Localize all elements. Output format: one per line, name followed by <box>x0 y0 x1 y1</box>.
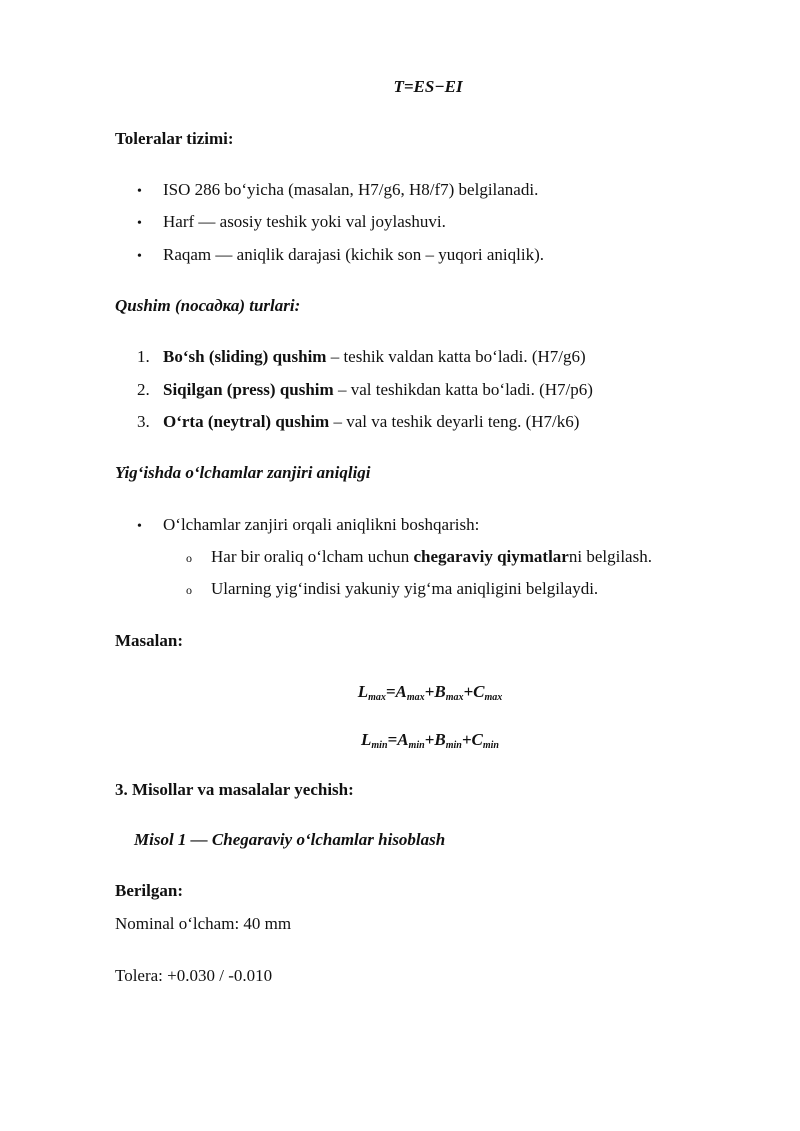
list-item <box>137 515 479 536</box>
item-description: – val va teshik deyarli teng. (H7/k6) <box>329 412 580 431</box>
circle-bullet-icon: o <box>186 551 192 565</box>
item-term: Siqilgan (press) qushim <box>163 380 334 399</box>
sub-item-text-end: ni belgilash. <box>568 547 652 566</box>
tolerance-text: Tolera: +0.030 / -0.010 <box>115 966 273 985</box>
item-term: Bo‘sh (sliding) qushim <box>163 347 327 366</box>
list-item <box>137 180 538 201</box>
item-number: 1. <box>137 347 150 366</box>
circle-bullet-icon: o <box>186 583 192 597</box>
list-item <box>137 245 544 266</box>
formula-l-max: $L_{max}=A_{max}+B_{max}+C_{max}$ <box>357 682 503 703</box>
numbered-item <box>137 380 593 400</box>
numbered-item <box>137 347 586 367</box>
sub-item-text: Ularning yig‘indisi yakuniy yig‘ma aniqligini belgilaydi. <box>211 579 599 598</box>
item-description: – teshik valdan katta bo‘ladi. (H7/g6) <box>326 347 586 366</box>
numbered-item <box>137 412 579 432</box>
tolerance-system-heading: Toleralar tizimi: <box>115 129 234 148</box>
chain-heading: Yig‘ishda o‘lchamlar zanjiri aniqligi <box>115 463 371 482</box>
formula-tolerance: T=ES−EI <box>393 77 463 96</box>
bullet-icon: • <box>137 519 142 534</box>
item-number: 3. <box>137 412 150 431</box>
fit-types-heading: Qushim (посадка) turlari: <box>115 296 301 315</box>
section-3-heading: 3. Misollar va masalalar yechish: <box>115 780 354 799</box>
given-label: Berilgan: <box>115 881 183 900</box>
item-description: – val teshikdan katta bo‘ladi. (H7/p6) <box>333 380 593 399</box>
list-item-text: O‘lchamlar zanjiri orqali aniqlikni boshqarish: <box>163 515 480 534</box>
bullet-icon: • <box>137 216 142 231</box>
bullet-icon: • <box>137 249 142 264</box>
list-item-text: Harf — asosiy teshik yoki val joylashuvi. <box>163 212 446 231</box>
item-term: O‘rta (neytral) qushim <box>163 412 330 431</box>
formula-l-min: $L_{min}=A_{min}+B_{min}+C_{min}$ <box>361 730 499 751</box>
example-1-title: Misol 1 — Chegaraviy o‘lchamlar hisoblash <box>134 830 446 849</box>
list-item-text: Raqam — aniqlik darajasi (kichik son – yuqori aniqlik). <box>163 245 545 264</box>
sub-item-text: Har bir oraliq o‘lcham uchun <box>211 547 414 566</box>
bullet-icon: • <box>137 184 142 199</box>
list-item <box>137 212 446 233</box>
sub-list-item <box>186 579 598 599</box>
nominal-size-text: Nominal o‘lcham: 40 mm <box>115 914 292 933</box>
sub-item-bold: chegaraviy qiymatlar <box>413 547 569 566</box>
item-number: 2. <box>137 380 150 399</box>
example-label: Masalan: <box>115 631 183 650</box>
sub-list-item <box>186 547 652 567</box>
list-item-text: ISO 286 bo‘yicha (masalan, H7/g6, H8/f7) belgilanadi. <box>163 180 539 199</box>
